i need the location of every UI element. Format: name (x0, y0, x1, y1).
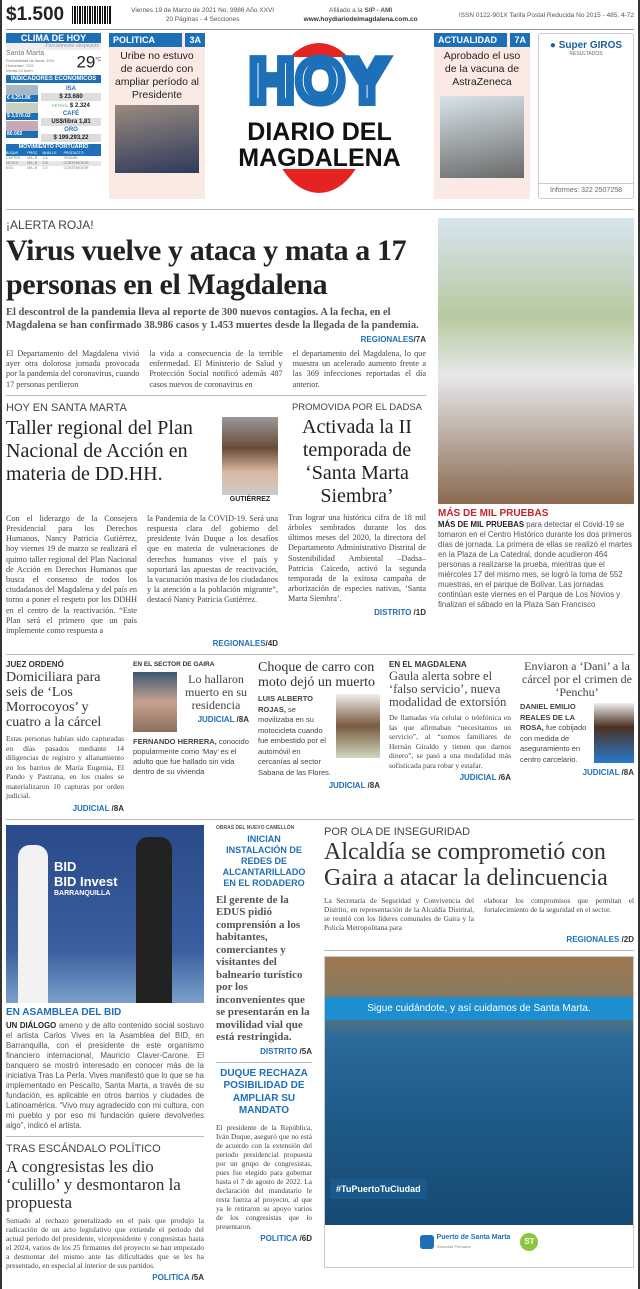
vives-figure (18, 845, 48, 1003)
congreso-story[interactable] (6, 1142, 204, 1283)
puerto-logo-name: Puerto de Santa Marta (436, 1233, 511, 1241)
oro-value: $ 199.293,22 (41, 134, 101, 142)
brief-ref-section[interactable]: JUDICIAL (197, 715, 235, 725)
euro-rate: € 4,251.86 (6, 95, 38, 102)
claver-carone-figure (136, 837, 172, 1003)
herrera-photo (133, 672, 177, 732)
obras-kicker: OBRAS DEL NUEVO CAMELLÓN (216, 824, 295, 831)
bottom-section (6, 825, 634, 1283)
website-link[interactable]: www.hoydiariodelmagdalena.com.co (303, 16, 418, 23)
tests-kicker: MÁS DE MIL PRUEBAS (438, 508, 549, 519)
siembra-ref-section[interactable]: DISTRITO (374, 607, 412, 617)
weather-title: CLIMA DE HOY (6, 33, 101, 43)
port-cell: CONTENEDOR (63, 161, 89, 165)
port-header: PRODUCTO (63, 151, 84, 155)
brief-ref-page: /8A (619, 768, 634, 778)
lead-kicker: ¡ALERTA ROJA! (6, 218, 94, 232)
bid-text: ameno y de alto contenido social sostuvo el artista Carlos Vives en la Asamblea del BID, en Barranquilla, con el presidente de este organismo financiero internacional, Mauricio Claver-Carone. El banquero se mostró interesado en conocer más de la iniciativa Tras La Perla. Vives manifestó que lo que se ha implementado en Pescaíto, Santa Marta, a través de su fundación, es aplicable en otros barrios y ciudades de Latinoamérica. “Vivo muy agradecido con mi cultura, con mi pueblo y por eso mi fundación quiere devolverles algo”, indicó el artista. (6, 1020, 205, 1130)
tests-text: para detectar el Covid-19 se tomaron en el Centro Histórico durante los dos primeros días de jornada. La primera de ellas se realizó el martes en la Plaza de La Catedral, donde acudieron 464 personas a realizarse la prueba, mientras que el miércoles 17 del mismo mes, se logró la toma de 552 muestras, en el parque de Bolívar. Las jornadas continúan este viernes en el Parque de Los Novios y finalizan el sábado en la Plaza San Francisco (438, 520, 633, 609)
brief-headline: Enviaron a ‘Dani’ a la cárcel por el crimen de ‘Penchu’ (522, 659, 632, 700)
weather-unit: °C (95, 57, 101, 64)
brief-headline: Domiciliara para seis de ‘Los Morrocoyos’ y cuatro a la cárcel (6, 670, 102, 731)
weather-box (6, 33, 101, 171)
covid-test-photo (438, 218, 634, 504)
weather-condition: Parcialmente despejado (6, 43, 101, 50)
affiliation-prefix: Afiliado a la (329, 7, 365, 14)
brief-headline: Choque de carro con moto dejó un muerto (258, 660, 376, 691)
issn: ISSN 0122-901X Tarifa Postal Reducida No 2015 - 485. 4-72 (458, 11, 634, 19)
lead-ref-section[interactable]: REGIONALES (360, 335, 414, 344)
uribe-photo (115, 105, 199, 173)
lead-headline: Virus vuelve y ataca y mata a 17 personas en el Magdalena (6, 234, 407, 301)
bid-lead-in: UN DIÁLOGO (6, 1020, 57, 1030)
main-right (438, 218, 634, 610)
taller-kicker: HOY EN SANTA MARTA (6, 401, 127, 414)
petrol-label: PETROL (52, 103, 69, 108)
port-cell: NOTEX (6, 161, 19, 165)
dollar-rate: $ 3,570.02 (6, 113, 38, 120)
weather-city: Santa Marta (6, 50, 45, 57)
isa-value: $ 23.680 (41, 93, 101, 101)
brief-gaira[interactable] (133, 660, 249, 777)
brief-lead-in: LUIS ALBERTO ROJAS, (258, 694, 314, 714)
gutierrez-photo-block (222, 417, 278, 505)
taller-col: Con el liderazgo de la Consejera Presidencial para los Derechos Humanos, Nancy Patricia Gutiérrez, hoy viernes 19 de marzo se realizará el quinto taller regional del Plan Nacional de Acción en Derechos Humanos que busca el consenso de todos los ciudadanos del Magdalena y del país en torno a poner el respeto por los DDHH en el centro de la reactivación. “Este Plan será el primero que un país implemente como respuesta a (6, 513, 137, 636)
obras-ref-section[interactable]: DISTRITO (260, 1046, 298, 1056)
indicators-title: INDICADORES ECONÓMICOS (6, 75, 101, 83)
barcode (72, 6, 112, 24)
tests-story[interactable] (438, 507, 634, 610)
globe-icon: ● (549, 40, 556, 51)
tests-lead-in: MÁS DE MIL PRUEBAS (438, 520, 525, 529)
obras-story[interactable] (216, 825, 312, 1057)
lead-deck: El descontrol de la pandemia lleva al reporte de 300 nuevos contagios. A la fecha, en el Magdalena se han confirmado 38.986 casos y 1.453 muertes desde la llegada de la pandemia. (6, 307, 419, 331)
bid-photo-text: BID (54, 858, 77, 874)
obras-headline: INICIAN INSTALACIÓN DE REDES DE ALCANTARILLADO EN EL RODADERO (222, 833, 306, 888)
port-cell: 2.3 (42, 166, 48, 170)
duque-headline: DUQUE RECHAZA POSIBILIDAD DE AMPLIAR SU MANDATO (220, 1067, 308, 1117)
port-cell: MA.-R (27, 161, 38, 165)
duque-ref-section[interactable]: POLITICA (260, 1233, 298, 1243)
supergiros-box[interactable] (538, 33, 634, 199)
port-row (6, 166, 101, 171)
port-cell: MA.-R (27, 166, 38, 170)
siembra-headline: Activada la II temporada de ‘Santa Marta Siembra’ (302, 415, 412, 507)
price: $1.500 (6, 4, 65, 25)
port-cell: EXO (6, 166, 14, 170)
port-cell: 1.8 (42, 156, 48, 160)
puerto-logo-sub: Sociedad Portuaria (436, 1243, 471, 1249)
weather-wind: Viento:24 km/h (6, 68, 33, 73)
briefs-row (6, 660, 634, 814)
logo-line2: MAGDALENA (238, 144, 401, 172)
newspaper-logo (217, 37, 422, 197)
port-cell: GRANEL (63, 156, 78, 160)
pages-line: 20 Páginas - 4 Secciones (165, 16, 240, 23)
siembra-text: Tras lograr una histórica cifra de 18 mil árboles sembrados durante los dos últimos meses del 2020, la directora del Departamento Administrativo Distrital de Sostenibilidad Ambiental –Dadsa– Patricia Caicedo, activó la segunda temporada de la exitosa campaña de arborización de especies nativas, ‘Santa Marta Siembra’. (288, 512, 426, 604)
bid-photo-text: BID Invest (54, 873, 118, 889)
taller-ref-section[interactable]: REGIONALES (212, 639, 266, 649)
taller-ref-page: /4D (265, 639, 278, 649)
main-left (6, 218, 426, 649)
congreso-text: Sumado al rechazo generalizado en el país que produjo la radicación de un acto legislativo que extiende el periodo del actual período del presidente, vicepresidente y congresistas hasta el 2024, varios de los 25 firmantes del proyecto se han empezado a desmontar del mismo ante las dificultades que se les ha presentado, en especial al interior de sus partidos. (6, 1215, 204, 1270)
bid-kicker: EN ASAMBLEA DEL BID (6, 1006, 122, 1018)
teaser-headline: Uribe no estuvo de acuerdo con ampliar período al Presidente (114, 50, 200, 101)
header-band (6, 33, 634, 203)
brief-lead-in: FERNANDO HERRERA, (133, 737, 217, 747)
brief-ref-section[interactable]: JUDICIAL (582, 768, 620, 778)
lead-ref-page: /7A (413, 335, 426, 344)
port-title: MOVIMIENTO PORTUARIO (6, 144, 101, 151)
issue-info (120, 6, 285, 24)
alcaldia-col: La Secretaría de Seguridad y Convivencia del Distrito, en representación de la Alcaldía Distrital, se reunió con los líderes comunales de Gaira y la Policía Metropolitana para (324, 895, 474, 932)
lead-col: el departamento del Magdalena, lo que muestra un acelerado aumento frente a las 369 infecciones reportadas el día anterior. (292, 349, 426, 389)
siembra-ref-page: /1D (411, 607, 426, 617)
brief-ref-page: /8A (234, 715, 249, 725)
brief-ref-page: /6A (496, 773, 511, 783)
front-page (2, 0, 638, 1289)
brief-ref-section[interactable]: JUDICIAL (328, 781, 366, 791)
brief-ref-section[interactable]: JUDICIAL (72, 803, 110, 813)
obras-text: El gerente de la EDUS pidió comprensión a los habitantes, comerciantes y visitantes del balneario turístico por los inconvenientes que se presentarán en la movilidad vial que está restringida. (216, 893, 310, 1044)
bid-story[interactable] (6, 1006, 204, 1131)
dollar-note-image (6, 103, 38, 113)
isa-label: ISA (65, 86, 76, 92)
port-header: BUQUE (6, 151, 19, 155)
st-logo: ST (520, 1233, 538, 1251)
teaser-page: 7A (510, 33, 530, 47)
logo-hoy: HOY (249, 47, 390, 116)
weather-temp: 29 (76, 52, 96, 72)
port-cell: CONTENEDOR (63, 166, 89, 170)
weather-rain: Probabilidad de lluvia: 10% (6, 58, 55, 63)
brief-lead-in: DANIEL EMILIO REALES DE LA ROSA, (520, 702, 576, 733)
brief-gaula[interactable] (389, 660, 511, 783)
port-ad[interactable] (324, 956, 634, 1268)
bottom-left (6, 825, 204, 1283)
congreso-ref-page: /5A (189, 1272, 204, 1282)
brief-dani[interactable] (520, 660, 634, 778)
congreso-kicker: TRAS ESCÁNDALO POLÍTICO (6, 1142, 161, 1155)
siembra-story[interactable] (288, 401, 426, 618)
obras-ref-page: /5A (297, 1046, 312, 1056)
port-cell: MA.-R (27, 156, 38, 160)
affiliation-name: SIP - AMI (364, 7, 393, 14)
teaser-politica[interactable] (109, 33, 205, 199)
puerto-logo (420, 1233, 511, 1251)
weather-humidity: Humedad: 72% (6, 63, 34, 68)
teaser-section: ACTUALIDAD (434, 33, 507, 47)
taller-headline: Taller regional del Plan Nacional de Acción en materia de DD.HH. (6, 416, 193, 485)
gutierrez-caption: GUTIÉRREZ (229, 495, 271, 503)
port-table (6, 151, 101, 171)
bottom-right (324, 825, 634, 1268)
logo-line1: DIARIO DEL (247, 118, 392, 146)
brief-text: conocido popularmente como ‘May’ es el adulto que fue hallado sin vida dentro de su vivienda (133, 737, 249, 777)
brief-morrocoyos[interactable] (6, 660, 124, 814)
bolivar-note-image (6, 121, 38, 131)
port-header: MUELLE (42, 151, 57, 155)
ad-banner: Sigue cuidándote, y así cuidamos de Santa Marta. (325, 997, 633, 1020)
alcaldia-kicker: POR OLA DE INSEGURIDAD (324, 825, 471, 838)
bolivar-rate: 80.002 (6, 131, 38, 138)
reales-photo (594, 703, 634, 763)
brief-ref-page: /8A (365, 781, 380, 791)
duque-text: El presidente de la República, Iván Duque, aseguró que no está de acuerdo con la extensión del periodo presidencial propuesta por un grupo de congresistas, pues fue elegido para gobernar hasta el 7 de agosto de 2022. La declaración del mandatario le resta fuerza al proyecto, al que ya le retiraron su apoyo varios de los congresistas que lo presentaron. (216, 1122, 312, 1231)
brief-headline: Lo hallaron muerto en su residencia (185, 672, 247, 713)
euro-note-image (6, 85, 38, 95)
alcaldia-headline: Alcaldía se comprometió con Gaira a atacar la delincuencia (324, 838, 608, 891)
teaser-headline: Aprobado el uso de la vacuna de AstraZeneca (443, 50, 521, 88)
lead-col: la vida a consecuencia de la terrible enfermedad. El Ministerio de Salud y Protección Social notificó además 487 casos nuevos de coronavirus en (149, 349, 283, 389)
port-header: PROC (27, 151, 38, 155)
date-line: Viernes 19 de Marzo de 2021 No. 9986 Año XXVI (131, 7, 275, 14)
brief-text: se movilizaba en su motocicleta cuando fue embestido por el automóvil en cercanías al sector Sabana de las Flores. (258, 704, 331, 777)
gutierrez-photo (222, 417, 278, 495)
siembra-kicker: PROMOVIDA POR EL DADSA (291, 401, 423, 413)
congreso-ref-section[interactable]: POLITICA (152, 1272, 190, 1282)
port-cell: 2.B (42, 161, 48, 165)
alcaldia-ref-page: /2D (619, 934, 634, 944)
wave-icon (420, 1235, 434, 1249)
cafe-label: CAFÉ (62, 111, 80, 117)
lead-story[interactable] (6, 218, 426, 390)
taller-col: la Pandemia de la COVID-19. Será una respuesta clara del gobierno del presidente Iván Duque a los desafíos que en materia de vulneraciones de derechos humanos vive el país y soportará las apuestas de reactivación, la vacunación masiva de los ciudadanos y la atención a la población migrante”, destacó Nancy Patricia Gutiérrez. (147, 513, 278, 605)
alcaldia-story[interactable] (324, 825, 634, 945)
brief-ref-section[interactable]: JUDICIAL (459, 773, 497, 783)
duque-story[interactable] (216, 1068, 312, 1244)
duque-ref-page: /6D (297, 1233, 312, 1243)
petrol-value: $ 2.324 (69, 103, 90, 109)
brief-text: Estas personas habían sido capturadas en días pasados mediante 14 diligencias de registro y allanamiento en los barrios de María Eugenia, El Pando y Pastrana, en los cuales se materializaron 10 capturas por orden judicial. (6, 734, 124, 801)
brief-choque[interactable] (258, 660, 380, 791)
teaser-page: 3A (185, 33, 205, 47)
brief-kicker: EN EL SECTOR DE GAIRA (133, 661, 215, 669)
rojas-photo (336, 694, 380, 758)
oro-label: ORO (64, 127, 78, 133)
alcaldia-ref-section[interactable]: REGIONALES (566, 934, 620, 944)
affiliation (293, 6, 428, 24)
main-section (6, 218, 634, 649)
brief-ref-page: /8A (109, 803, 124, 813)
lead-col: El Departamento del Magdalena vivió ayer otra dolorosa jornada provocada por la pandemia del coronavirus, cuando 17 personas perdieron (6, 349, 140, 389)
brief-kicker: JUEZ ORDENÓ (6, 660, 64, 670)
brief-text: De llamadas vía celular o telefónica en las que afirmaban “necesitamos un servicio”, al “somos familiares de Hernán Giraldo y tienen que darnos dinero”, se pasó a una modalidad más sofisticada para robar y estafar. (389, 713, 511, 770)
teaser-section: POLITICA (109, 33, 182, 47)
brief-text: fue cobijado con medida de aseguramiento en centro carcelario. (520, 723, 587, 764)
cafe-value: US$/libra 1,81 (41, 118, 101, 126)
ad-hashtag: #TuPuertoTuCiudad (330, 1179, 427, 1199)
taller-story[interactable] (6, 401, 278, 649)
brief-kicker: EN EL MAGDALENA (389, 660, 467, 670)
masthead-bar (6, 4, 634, 26)
supergiros-contact: Informes: 322 2507258 (539, 183, 633, 198)
alcaldia-col: elaborar los compromisos que permitan el fortalecimiento de la seguridad en el sector. (484, 895, 634, 914)
brief-headline: Gaula alerta sobre el ‘falso servicio’, nueva modalidad de extorsión (389, 669, 507, 710)
congreso-headline: A congresistas les dio ‘culillo’ y desmontaron la propuesta (6, 1156, 181, 1212)
bid-photo (6, 825, 204, 1003)
vaccine-official-photo (440, 96, 524, 178)
port-cell: CAPTEN (6, 156, 21, 160)
supergiros-sub: RESULTADOS (569, 51, 603, 57)
supergiros-brand: Super GIROS (558, 40, 623, 51)
bottom-middle (216, 825, 312, 1244)
bid-photo-text: BARRANQUILLA (54, 889, 111, 897)
teaser-actualidad[interactable] (434, 33, 530, 199)
